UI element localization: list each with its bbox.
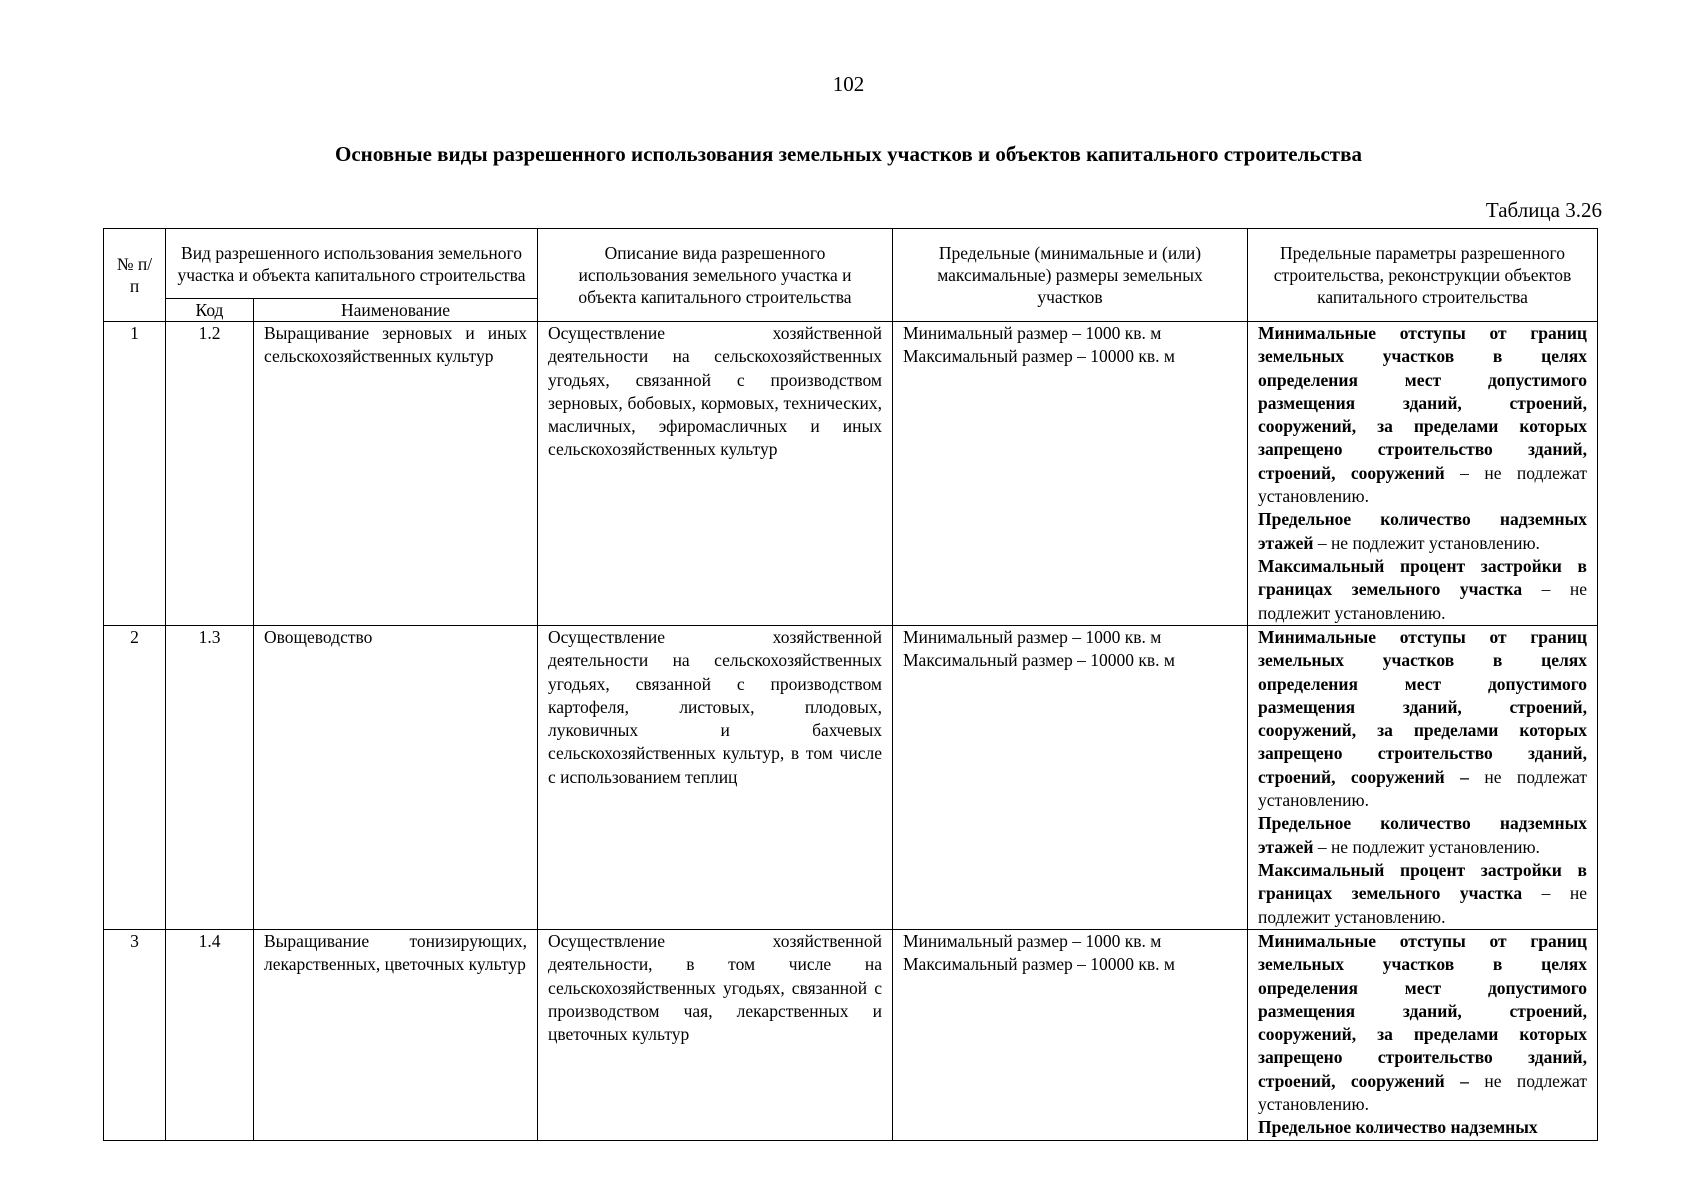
cell-sizes [893,626,1248,930]
param-setbacks-value: – не подлежат установлению. [1258,462,1587,507]
cell-sizes [893,930,1248,1141]
param-setbacks-label: Минимальные отступы от границ земельных участков в целях определения мест допустимого размещения зданий, строений, сооружений, за пределами которых запрещено строительство зданий, строений, сооружений – [1258,931,1587,1091]
param-floors [1258,1116,1587,1139]
param-setbacks [1258,322,1587,508]
param-coverage-value: – не подлежит установлению. [1258,579,1587,623]
size-min: Минимальный размер – 1000 кв. м [903,323,1162,343]
header-params: Предельные параметры разрешенного строительства, реконструкции объектов капитального строительства [1248,229,1598,322]
table-row [104,930,1598,1141]
size-max: Максимальный размер – 10000 кв. м [903,650,1175,671]
param-setbacks-label: Минимальные отступы от границ земельных участков в целях определения мест допустимого размещения зданий, строений, сооружений, за пределами которых запрещено строительство зданий, строений, сооружений [1258,323,1587,483]
header-name: Наименование [254,299,538,322]
cell-num: 2 [104,626,166,930]
size-min: Минимальный размер – 1000 кв. м [903,627,1162,647]
param-setbacks-label: Минимальные отступы от границ земельных участков в целях определения мест допустимого размещения зданий, строений, сооружений, за пределами которых запрещено строительство зданий, строений, сооружений – [1258,627,1587,787]
param-floors [1258,812,1587,859]
cell-description: Осуществление хозяйственной деятельности, в том числе на сельскохозяйственных угодьях, связанной с производством чая, лекарственных и цветочных культур [538,930,893,1141]
cell-params [1248,930,1598,1141]
param-setbacks-value: не подлежат установлению. [1258,766,1588,811]
land-use-table [103,228,1598,1141]
header-sizes: Предельные (минимальные и (или) максимальные) размеры земельных участков [893,229,1248,322]
size-max: Максимальный размер – 10000 кв. м [903,954,1175,975]
param-floors [1258,508,1587,555]
cell-num: 1 [104,322,166,626]
header-description: Описание вида разрешенного использования земельного участка и объекта капитального строительства [538,229,893,322]
cell-sizes [893,322,1248,626]
param-floors-value: – не подлежит установлению. [1313,836,1540,857]
cell-description: Осуществление хозяйственной деятельности на сельскохозяйственных угодьях, связанной с производством зерновых, бобовых, кормовых, технических, масличных, эфиромасличных и иных сельскохозяйственных культур [538,322,893,626]
cell-params [1248,322,1598,626]
size-min: Минимальный размер – 1000 кв. м [903,931,1162,951]
param-coverage [1258,859,1587,929]
table-row [104,322,1598,626]
param-floors-label: Предельное количество надземных этажей [1258,509,1587,553]
header-code: Код [166,299,254,322]
param-floors-value: – не подлежит установлению. [1313,532,1540,553]
cell-params [1248,626,1598,930]
cell-code: 1.2 [166,322,254,626]
cell-name: Выращивание тонизирующих, лекарственных, цветочных культур [254,930,538,1141]
cell-num: 3 [104,930,166,1141]
param-coverage-label: Максимальный процент застройки в границах земельного участка [1258,555,1587,600]
page-number: 102 [832,72,865,96]
param-setbacks-value: не подлежат установлению. [1258,1070,1588,1115]
table-label: Таблица 3.26 [1485,198,1602,222]
table-row [104,626,1598,930]
param-floors-label: Предельное количество надземных этажей [1258,813,1587,857]
header-vid-group: Вид разрешенного использования земельного участка и объекта капитального строительства [166,229,538,299]
cell-name: Выращивание зерновых и иных сельскохозяйственных культур [254,322,538,626]
document-title: Основные виды разрешенного использования земельных участков и объектов капитального строительства [335,142,1362,166]
cell-name: Овощеводство [254,626,538,930]
size-max: Максимальный размер – 10000 кв. м [903,346,1175,367]
param-coverage-value: – не подлежит установлению. [1258,883,1587,927]
param-setbacks [1258,626,1587,812]
cell-description: Осуществление хозяйственной деятельности на сельскохозяйственных угодьях, связанной с производством картофеля, листовых, плодовых, луковичных и бахчевых сельскохозяйственных культур, в том числе с использованием теплиц [538,626,893,930]
param-coverage [1258,555,1587,625]
header-num: № п/п [104,229,166,322]
param-setbacks [1258,930,1587,1116]
param-floors-label: Предельное количество надземных [1258,1117,1538,1138]
cell-code: 1.3 [166,626,254,930]
cell-code: 1.4 [166,930,254,1141]
param-coverage-label: Максимальный процент застройки в границах земельного участка [1258,859,1587,904]
